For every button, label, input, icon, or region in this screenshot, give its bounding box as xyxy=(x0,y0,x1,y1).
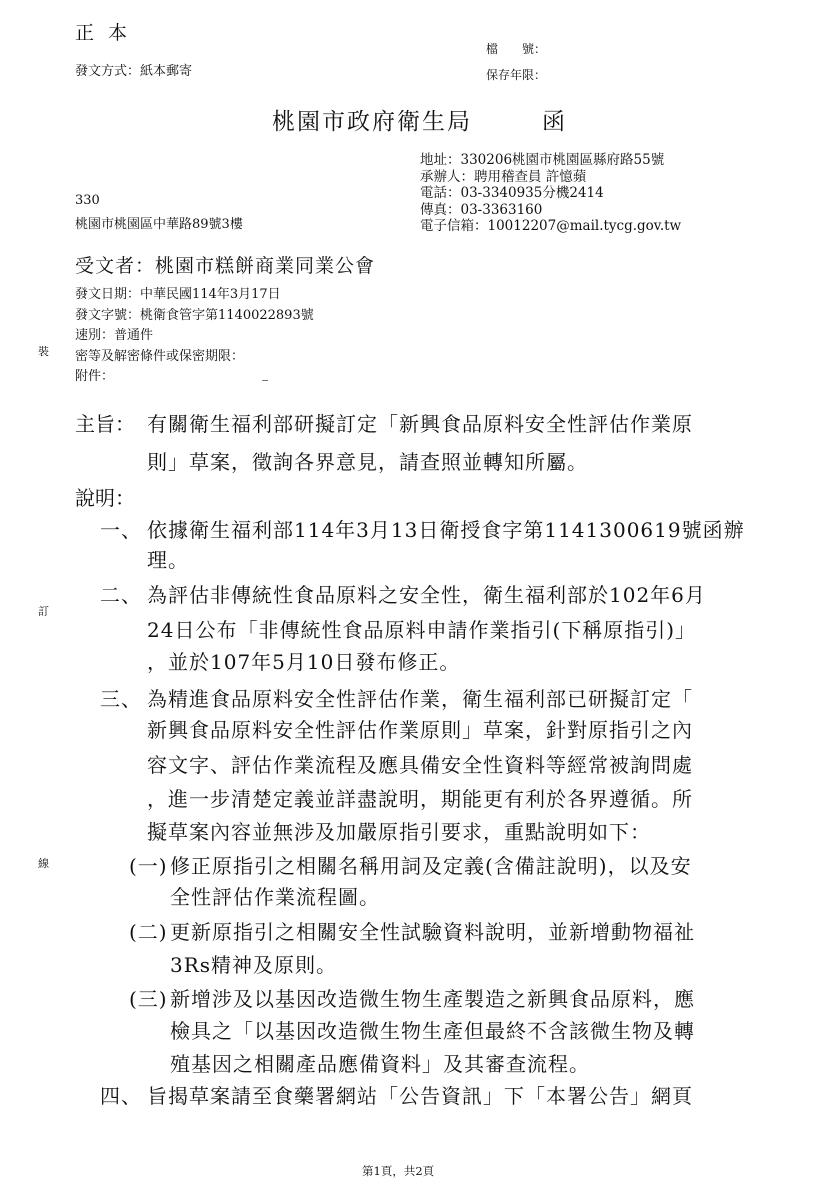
sub-item-1-line-1: 修正原指引之相關名稱用詞及定義(含備註說明)，以及安 xyxy=(170,854,692,878)
item-1-marker: 一、 xyxy=(100,518,142,542)
item-3-line-1: 為精進食品原料安全性評估作業，衛生福利部已研擬訂定「 xyxy=(147,687,693,711)
item-2-marker: 二、 xyxy=(100,583,142,607)
binding-mark-ding: 訂 xyxy=(38,605,49,618)
page-number: 第1頁，共2頁 xyxy=(362,1164,435,1178)
document-type: 函 xyxy=(542,109,565,135)
item-3-marker: 三、 xyxy=(100,687,142,711)
recipient-address: 桃園市桃園區中華路89號3樓 xyxy=(75,217,243,232)
sub-item-3-marker: (三) xyxy=(129,987,168,1011)
attachments: 附件： xyxy=(75,369,115,384)
item-3-line-3: 容文字、評估作業流程及應具備安全性資料等經常被詢問處 xyxy=(147,753,693,777)
retention-label: 保存年限： xyxy=(486,68,547,82)
contact-fax: 傳真：03-3363160 xyxy=(420,201,543,218)
sub-item-2-line-2: 3Rs精神及原則。 xyxy=(170,953,338,977)
item-2-line-1: 為評估非傳統性食品原料之安全性，衛生福利部於102年6月 xyxy=(147,583,706,607)
sub-item-3-line-1: 新增涉及以基因改造微生物生產製造之新興食品原料，應 xyxy=(170,987,695,1011)
confidentiality: 密等及解密條件或保密期限： xyxy=(75,348,245,364)
item-1-line-2: 理。 xyxy=(147,548,189,572)
sub-item-3-line-3: 殖基因之相關產品應備資料」及其審查流程。 xyxy=(170,1052,590,1076)
document-meta xyxy=(75,285,314,388)
sub-item-3-line-2: 檢具之「以基因改造微生物生產但最終不含該微生物及轉 xyxy=(170,1019,695,1043)
subject-label: 主旨： xyxy=(75,412,135,436)
sub-item-1-marker: (一) xyxy=(129,854,168,878)
scan-speck xyxy=(262,380,268,381)
document-number: 發文字號：桃衛食管字第1140022893號 xyxy=(75,307,314,323)
sub-item-1-line-2: 全性評估作業流程圖。 xyxy=(170,885,380,909)
item-4-line-1: 旨揭草案請至食藥署網站「公告資訊」下「本署公告」網頁 xyxy=(147,1084,693,1108)
sub-item-2-line-1: 更新原指引之相關安全性試驗資料說明，並新增動物福祉 xyxy=(170,920,695,944)
binding-mark-zhuang: 裝 xyxy=(38,345,49,358)
subject-line-2: 則」草案，徵詢各界意見，請查照並轉知所屬。 xyxy=(147,450,588,474)
issuing-agency-title: 桃園市政府衛生局 xyxy=(272,109,472,135)
copy-mark: 正本 xyxy=(75,22,142,44)
recipient: 受文者：桃園市糕餅商業同業公會 xyxy=(75,255,376,277)
item-3-line-2: 新興食品原料安全性評估作業原則」草案，針對原指引之內 xyxy=(147,718,693,742)
contact-handler: 承辦人：聘用稽查員 許憶蘋 xyxy=(420,168,587,185)
recipient-postcode: 330 xyxy=(75,193,100,208)
item-2-line-2: 24日公布「非傳統性食品原料申請作業指引(下稱原指引)」 xyxy=(147,618,697,642)
item-2-line-3: ，並於107年5月10日發布修正。 xyxy=(147,650,461,674)
contact-phone: 電話：03-3340935分機2414 xyxy=(420,185,604,201)
sub-item-2-marker: (二) xyxy=(129,920,168,944)
item-3-line-5: 擬草案內容並無涉及加嚴原指引要求，重點說明如下： xyxy=(147,820,651,844)
item-3-line-4: ，進一步清楚定義並詳盡說明，期能更有利於各界遵循。所 xyxy=(147,787,693,811)
explanation-label: 說明： xyxy=(75,486,135,510)
send-method: 發文方式：紙本郵寄 xyxy=(75,64,193,79)
issue-date: 發文日期：中華民國114年3月17日 xyxy=(75,287,281,302)
contact-email: 電子信箱：10012207@mail.tycg.gov.tw xyxy=(420,218,682,234)
binding-mark-xian: 線 xyxy=(38,857,49,870)
file-number-label: 檔 號： xyxy=(486,42,547,56)
contact-info xyxy=(420,152,681,235)
urgency: 速別：普通件 xyxy=(75,328,154,343)
subject-line-1: 有關衛生福利部研擬訂定「新興食品原料安全性評估作業原 xyxy=(147,412,693,436)
contact-address: 地址：330206桃園市桃園區縣府路55號 xyxy=(420,152,665,168)
item-1-line-1: 依據衛生福利部114年3月13日衛授食字第1141300619號函辦 xyxy=(147,518,745,542)
item-4-marker: 四、 xyxy=(100,1084,142,1108)
